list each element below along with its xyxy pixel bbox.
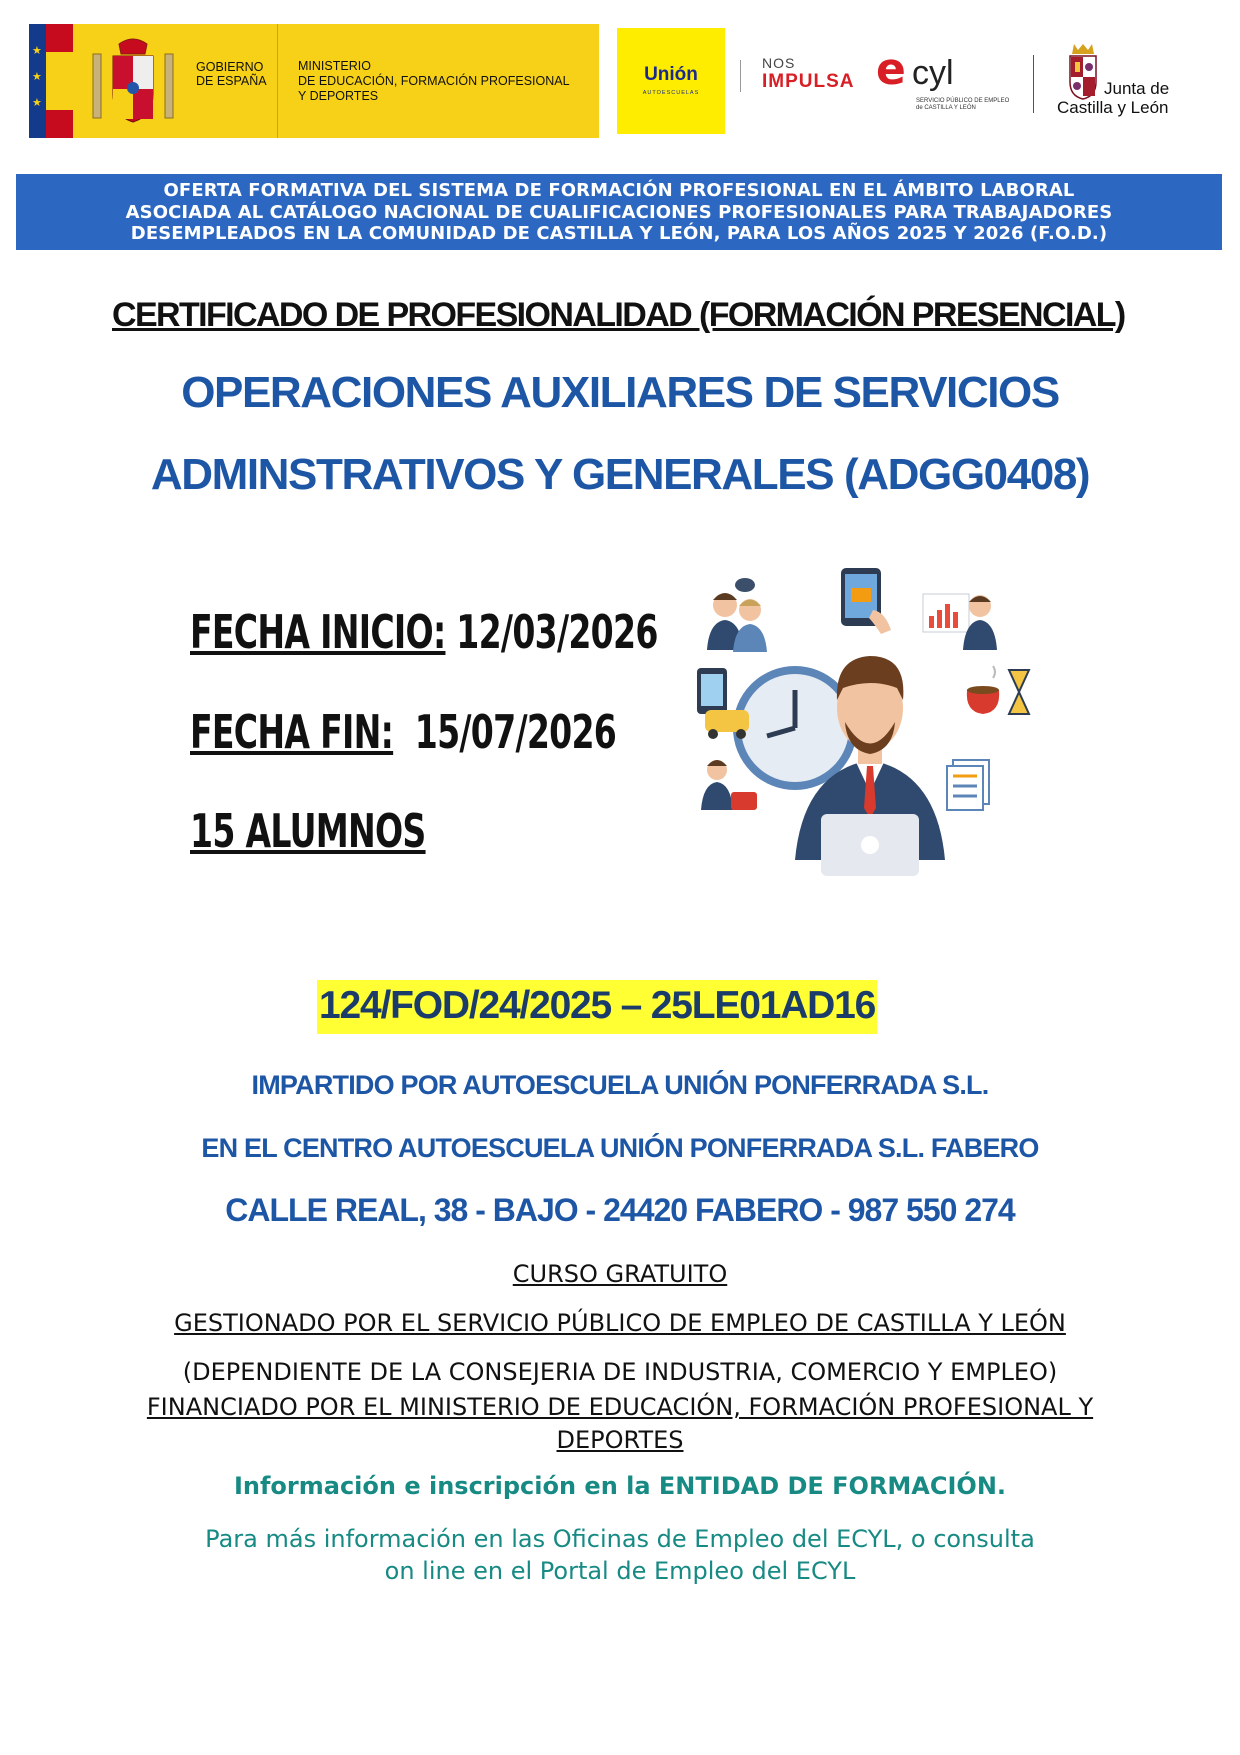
- junta-logo-line1: Junta de: [1104, 79, 1170, 98]
- start-date-value: 12/03/2026: [456, 605, 658, 659]
- end-date-row: [190, 705, 616, 759]
- ecyl-logo-sub: [916, 98, 1009, 112]
- gobierno-espana-logo: [29, 24, 599, 138]
- junta-logo-line2: Castilla y León: [1057, 98, 1169, 117]
- ecyl-sub-line1: SERVICIO PÚBLICO DE EMPLEO: [916, 98, 1010, 104]
- start-date-row: [190, 605, 658, 659]
- gov-text-line2: DE ESPAÑA: [196, 74, 267, 88]
- documents-checklist-icon: [947, 760, 989, 810]
- taught-by: IMPARTIDO POR AUTOESCUELA UNIÓN PONFERRADA S.L.: [251, 1070, 989, 1100]
- course-title-line2: ADMINSTRATIVOS Y GENERALES (ADGG0408): [150, 450, 1090, 499]
- presentation-chart-icon: [923, 594, 997, 650]
- start-date-label: FECHA INICIO:: [190, 605, 446, 659]
- course-code: 124/FOD/24/2025 – 25LE01AD16: [317, 980, 877, 1034]
- coat-of-arms-icon: [89, 36, 177, 126]
- enrollment-info: Información e inscripción en la ENTIDAD DE FORMACIÓN.: [233, 1472, 1007, 1500]
- center-address: CALLE REAL, 38 - BAJO - 24420 FABERO - 987 550 274: [225, 1192, 1015, 1228]
- end-date-label: FECHA FIN:: [190, 705, 394, 759]
- funded-by-line1: FINANCIADO POR EL MINISTERIO DE EDUCACIÓN, FORMACIÓN PROFESIONAL Y: [146, 1393, 1094, 1421]
- junta-shield-icon: [1066, 42, 1100, 100]
- ministry-text-line3: Y DEPORTES: [298, 89, 379, 103]
- program-banner-text: OFERTA FORMATIVA DEL SISTEMA DE FORMACIÓN PROFESIONAL EN EL ÁMBITO LABORAL ASOCIADA AL CATÁLOGO NACIONAL DE CUALIFICACIONES PROFESIONALES PARA TRABAJADORES DESEMPLEADOS EN LA COMUNIDAD DE CASTILLA Y LEÓN, PARA LOS AÑOS 2025 Y 2026 (F.O.D.): [125, 180, 1113, 244]
- coffee-break-icon: [967, 666, 1029, 714]
- nos-impulsa-logo-impulsa: IMPULSA: [762, 71, 855, 92]
- logo-divider: [277, 24, 278, 138]
- students-count-text: 15 ALUMNOS: [190, 804, 426, 858]
- tablet-email-icon: [841, 568, 891, 634]
- certificate-title: CERTIFICADO DE PROFESIONALIDAD (FORMACIÓN PRESENCIAL): [112, 296, 1125, 334]
- logo-separator: [740, 60, 741, 92]
- union-logo-sub: AUTOESCUELAS: [642, 90, 700, 96]
- more-info-line2: on line en el Portal de Empleo del ECYL: [384, 1557, 856, 1585]
- ministry-text-line1: MINISTERIO: [298, 59, 371, 73]
- course-title-line1: OPERACIONES AUXILIARES DE SERVICIOS: [181, 368, 1059, 417]
- end-date-value: 15/07/2026: [414, 705, 617, 759]
- ecyl-logo-e: e: [876, 44, 906, 95]
- free-course-note: CURSO GRATUITO: [512, 1260, 728, 1288]
- union-logo-name: Unión: [644, 64, 698, 85]
- union-autoescuelas-logo: [617, 28, 725, 134]
- meeting-people-icon: [707, 578, 767, 652]
- managed-by-note: GESTIONADO POR EL SERVICIO PÚBLICO DE EMPLEO DE CASTILLA Y LEÓN: [174, 1309, 1066, 1337]
- gov-text-line1: GOBIERNO: [196, 60, 264, 74]
- ministry-text-line2: DE EDUCACIÓN, FORMACIÓN PROFESIONAL: [298, 74, 570, 88]
- more-info-line1: Para más información en las Oficinas de Empleo del ECYL, o consulta: [205, 1525, 1035, 1553]
- dependent-note: (DEPENDIENTE DE LA CONSEJERIA DE INDUSTRIA, COMERCIO Y EMPLEO): [182, 1358, 1058, 1386]
- funded-by-line2: DEPORTES: [556, 1426, 684, 1454]
- logo-separator: [1033, 55, 1034, 113]
- spain-eu-flag-icon: ★ ★ ★: [29, 24, 73, 138]
- office-worker-illustration-icon: [695, 560, 1045, 890]
- ecyl-logo-cyl: cyl: [912, 54, 954, 92]
- students-count: [190, 804, 426, 858]
- funded-by-note: [0, 1391, 1240, 1457]
- training-center: EN EL CENTRO AUTOESCUELA UNIÓN PONFERRADA S.L. FABERO: [201, 1133, 1039, 1163]
- program-banner: [16, 174, 1222, 250]
- clock-icon: [737, 670, 853, 786]
- ecyl-sub-line2: de CASTILLA Y LEÓN: [916, 105, 976, 111]
- nos-impulsa-logo-nos: NOS: [762, 55, 796, 71]
